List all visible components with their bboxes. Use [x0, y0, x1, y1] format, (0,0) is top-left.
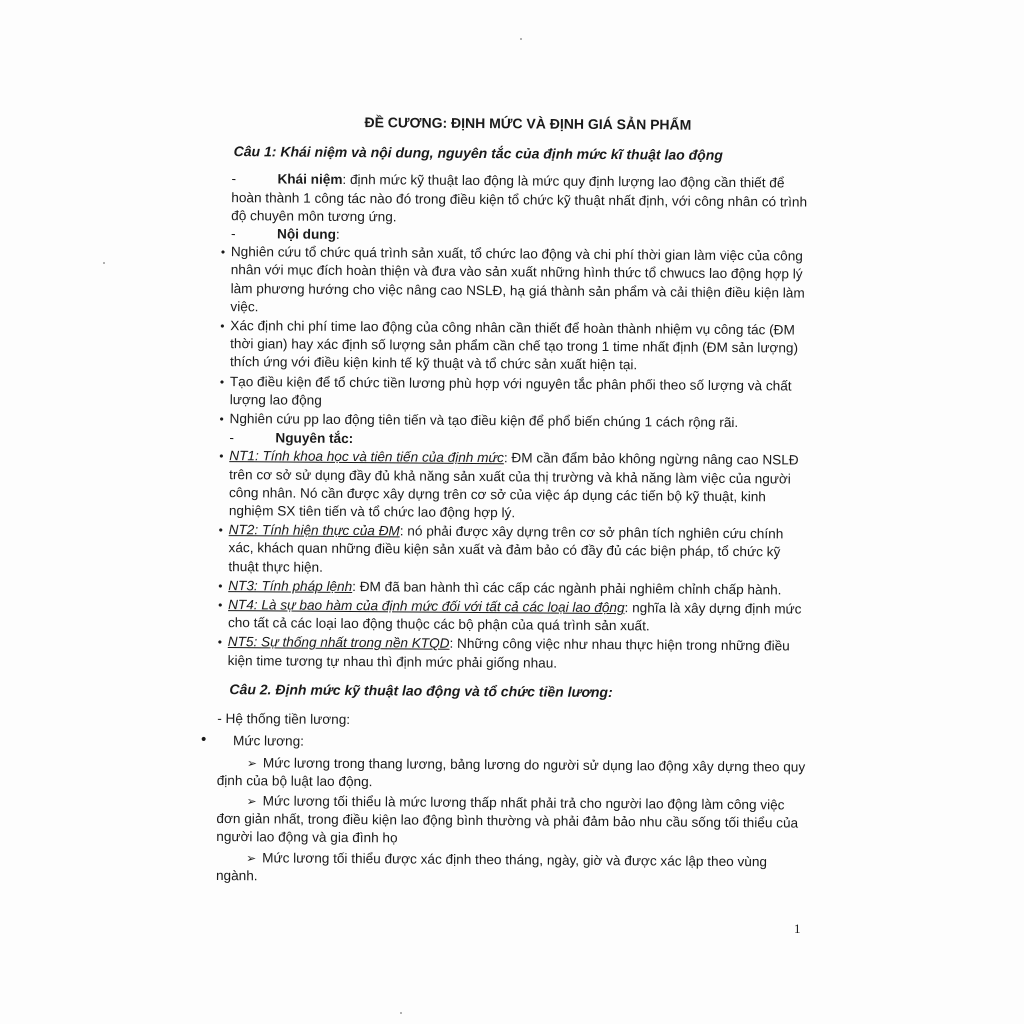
dash-marker: - [230, 226, 236, 242]
bullet-icon: • [218, 523, 223, 538]
definition-text: : định mức kỹ thuật lao động là mức quy định lượng lao động cần thiết để hoàn thành 1 công tác nào đó trong điều kiện tổ chức kỹ thuật nhất định, với công nhân có trình độ chuyên môn tương ứng. [231, 172, 808, 225]
list-item [216, 848, 808, 889]
scan-speck [103, 262, 105, 264]
document-body [201, 112, 814, 892]
principle-name: NT4: Là sự bao hàm của định mức đối với tất cả các loại lao động [228, 597, 625, 616]
arrow-bullet-icon: ➢ [246, 794, 257, 809]
question-1-number: Câu 1 [233, 143, 272, 160]
content-label: Nội dung [276, 226, 336, 242]
list-item [220, 317, 812, 376]
bullet-icon: • [218, 598, 223, 613]
principle-name: NT2: Tính hiện thực của ĐM [228, 522, 400, 539]
dash-marker: - [229, 430, 235, 446]
content-item-text: Xác định chi phí time lao động của công nhân cần thiết để hoàn thành nhiệm vụ công tác (ĐM thời gian) hay xác định số lượng sản phẩm cần chế tạo trong 1 time nhất định (ĐM sản lượng) thích ứng với điều kiện kinh tế kỹ thuật và tổ chức sản xuất hiện tại. [229, 318, 799, 373]
principle-text: : nghĩa là xây dựng định mức cho tất cả các loại lao động thuộc các bộ phận của quá trình sản xuất. [227, 600, 802, 634]
arrow-bullet-icon: ➢ [246, 850, 257, 865]
list-item [219, 447, 812, 524]
arrow-bullet-icon: ➢ [246, 755, 258, 770]
question-1-heading [234, 142, 814, 165]
principle-name: NT3: Tính pháp lệnh [228, 577, 353, 594]
salary-item-text: Mức lương trong thang lương, bảng lương do người sử dụng lao động xây dựng theo quy định của bộ luật lao động. [216, 754, 806, 789]
content-item-text: Nghiên cứu pp lao động tiên tiến và tạo điều kiện để phổ biến chúng 1 cách rộng rãi. [229, 411, 739, 431]
bullet-icon: • [220, 319, 225, 334]
principle-name: NT1: Tính khoa học và tiên tiến của định mức [229, 448, 504, 466]
content-colon: : [335, 226, 340, 242]
scan-speck [400, 1012, 402, 1014]
principle-text: : Những công việc như nhau thực hiện trong những điều kiện time tương tự nhau thì định mức phải giống nhau. [227, 636, 790, 671]
salary-system-heading: - Hệ thống tiền lương: [217, 711, 351, 728]
bullet-icon: • [219, 412, 224, 427]
principle-text: : ĐM đã ban hành thì các cấp các ngành phải nghiêm chỉnh chấp hành. [352, 578, 782, 598]
list-item [217, 753, 809, 794]
list-item [220, 373, 812, 414]
list-item [218, 521, 810, 580]
principle-text: : nó phải được xây dựng trên cơ sở phân tích nghiên cứu chính xác, khách quan những điều kiện sản xuất và đảm bảo có đầy đủ các biện pháp, tổ chức kỹ thuật thực hiện. [228, 523, 784, 575]
principles-label: Nguyên tắc: [275, 430, 354, 447]
definition-paragraph [231, 170, 813, 229]
list-item [218, 633, 810, 674]
bullet-icon: • [217, 635, 223, 650]
list-item [218, 596, 810, 637]
question-1-title: : Khái niệm và nội dung, nguyên tắc của định mức kĩ thuật lao động [271, 143, 723, 164]
salary-item-text: Mức lương tối thiểu được xác định theo tháng, ngày, giờ và được xác lập theo vùng ngành. [215, 849, 768, 884]
principle-name: NT5: Sự thống nhất trong nền KTQD [227, 634, 450, 652]
bullet-icon: • [219, 449, 224, 464]
list-item [220, 243, 813, 320]
content-item-text: Nghiên cứu tổ chức quá trình sản xuất, tổ chức lao động và chi phí thời gian làm việc của công nhân với mục đích hoàn thiện và đưa vào sản xuất những hình thức tổ chwucs lao động hợp lý làm phương hướng cho việc nâng cao NSLĐ, hạ giá thành sản phẩm và cải thiện điều kiện làm việc. [230, 244, 805, 315]
salary-level-label: Mức lương: [233, 733, 305, 749]
content-item-text: Tạo điều kiện để tổ chức tiền lương phù hợp với nguyên tắc phân phối theo số lượng và chất lượng lao động [229, 373, 792, 408]
list-item [216, 792, 808, 851]
list-item [201, 732, 809, 755]
definition-label: Khái niệm [277, 171, 343, 188]
document-title: ĐỀ CƯƠNG: ĐỊNH MỨC VÀ ĐỊNH GIÁ SẢN PHẨM [364, 114, 692, 133]
bullet-icon: • [201, 731, 207, 749]
page-number: 1 [794, 921, 801, 936]
scan-speck [520, 38, 522, 40]
bullet-icon: • [219, 374, 225, 389]
dash-marker: - [231, 171, 237, 187]
bullet-icon: • [220, 245, 226, 260]
question-2-heading: Câu 2. Định mức kỹ thuật lao động và tổ chức tiền lương: [229, 680, 613, 700]
salary-item-text: Mức lương tối thiểu là mức lương thấp nhất phải trả cho người lao động làm công việc đơn giản nhất, trong điều kiện lao động bình thường và phải đảm bảo nhu cầu sống tối thiểu của người lao động và gia đình họ [216, 793, 799, 846]
principle-text: : ĐM cần đẩm bảo không ngừng nâng cao NSLĐ trên cơ sở sử dụng đầy đủ khả năng sản xuất của thị trường và khả năng làm việc của người công nhân. Nó cần được xây dựng trên cơ sở của việc áp dụng các tiến bộ kỹ thuật, kinh nghiệm SX tiên tiến và tổ chức lao động hợp lý. [228, 450, 799, 521]
bullet-icon: • [218, 578, 223, 593]
